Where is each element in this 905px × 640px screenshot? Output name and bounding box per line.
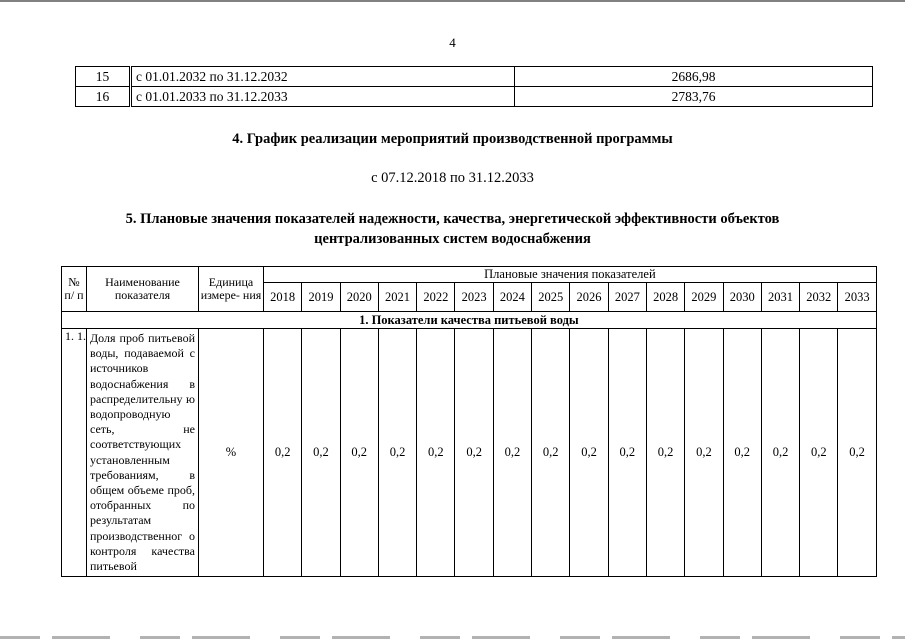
indicator-value: 0,2 — [685, 329, 723, 577]
indicator-value: 0,2 — [417, 329, 455, 577]
year-header: 2027 — [608, 283, 646, 312]
header-num: № п/ п — [62, 267, 87, 312]
year-header: 2020 — [340, 283, 378, 312]
header-planned-values: Плановые значения показателей — [264, 267, 877, 283]
indicator-value: 0,2 — [493, 329, 531, 577]
indicator-value: 0,2 — [532, 329, 570, 577]
year-header: 2022 — [417, 283, 455, 312]
scan-edge-bottom — [0, 636, 905, 639]
indicator-value: 0,2 — [761, 329, 799, 577]
year-header: 2024 — [493, 283, 531, 312]
period-range: с 01.01.2033 по 31.12.2033 — [131, 87, 515, 107]
tariff-period-row — [76, 87, 873, 107]
section-5-title-line1: 5. Плановые значения показателей надежности, качества, энергетической эффективности объектов — [125, 211, 780, 227]
period-value: 2686,98 — [515, 67, 873, 87]
row-num: 1. 1. — [62, 329, 87, 577]
year-header: 2019 — [302, 283, 340, 312]
year-header: 2028 — [646, 283, 684, 312]
section-5-title-line2: централизованных систем водоснабжения — [314, 231, 591, 247]
section-quality-title: 1. Показатели качества питьевой воды — [62, 312, 877, 329]
year-header: 2023 — [455, 283, 493, 312]
section-4-dates: с 07.12.2018 по 31.12.2033 — [371, 170, 534, 186]
tariff-period-row — [76, 67, 873, 87]
indicator-value: 0,2 — [378, 329, 416, 577]
indicator-value: 0,2 — [340, 329, 378, 577]
indicator-value: 0,2 — [570, 329, 608, 577]
indicator-value: 0,2 — [302, 329, 340, 577]
indicator-value: 0,2 — [723, 329, 761, 577]
tariff-period-table — [75, 66, 873, 107]
year-header: 2026 — [570, 283, 608, 312]
year-header: 2018 — [264, 283, 302, 312]
page-number: 4 — [449, 35, 456, 50]
header-unit: Единица измере- ния — [199, 267, 264, 312]
section-4-title: 4. График реализации мероприятий производственной программы — [232, 131, 673, 147]
year-header: 2032 — [800, 283, 838, 312]
indicator-value: 0,2 — [800, 329, 838, 577]
indicator-unit: % — [199, 329, 264, 577]
section-5-title — [0, 209, 905, 249]
period-range: с 01.01.2032 по 31.12.2032 — [131, 67, 515, 87]
indicator-value: 0,2 — [455, 329, 493, 577]
year-header: 2021 — [378, 283, 416, 312]
indicator-value: 0,2 — [264, 329, 302, 577]
year-header: 2033 — [838, 283, 876, 312]
indicator-value: 0,2 — [646, 329, 684, 577]
year-header: 2025 — [532, 283, 570, 312]
indicator-value: 0,2 — [608, 329, 646, 577]
indicator-name: Доля проб питьевой воды, подаваемой с источников водоснабжения в распределительну ю водопроводную сеть, не соответствующих установленным требованиям, в общем объеме проб, отобранных по результатам производственног о контроля качества питьевой — [87, 329, 199, 577]
year-header: 2029 — [685, 283, 723, 312]
period-number: 16 — [76, 87, 131, 107]
year-header: 2030 — [723, 283, 761, 312]
period-number: 15 — [76, 67, 131, 87]
indicators-table — [61, 266, 877, 577]
header-name: Наименование показателя — [87, 267, 199, 312]
indicator-value: 0,2 — [838, 329, 876, 577]
period-value: 2783,76 — [515, 87, 873, 107]
year-header: 2031 — [761, 283, 799, 312]
scan-edge-top — [0, 0, 905, 2]
